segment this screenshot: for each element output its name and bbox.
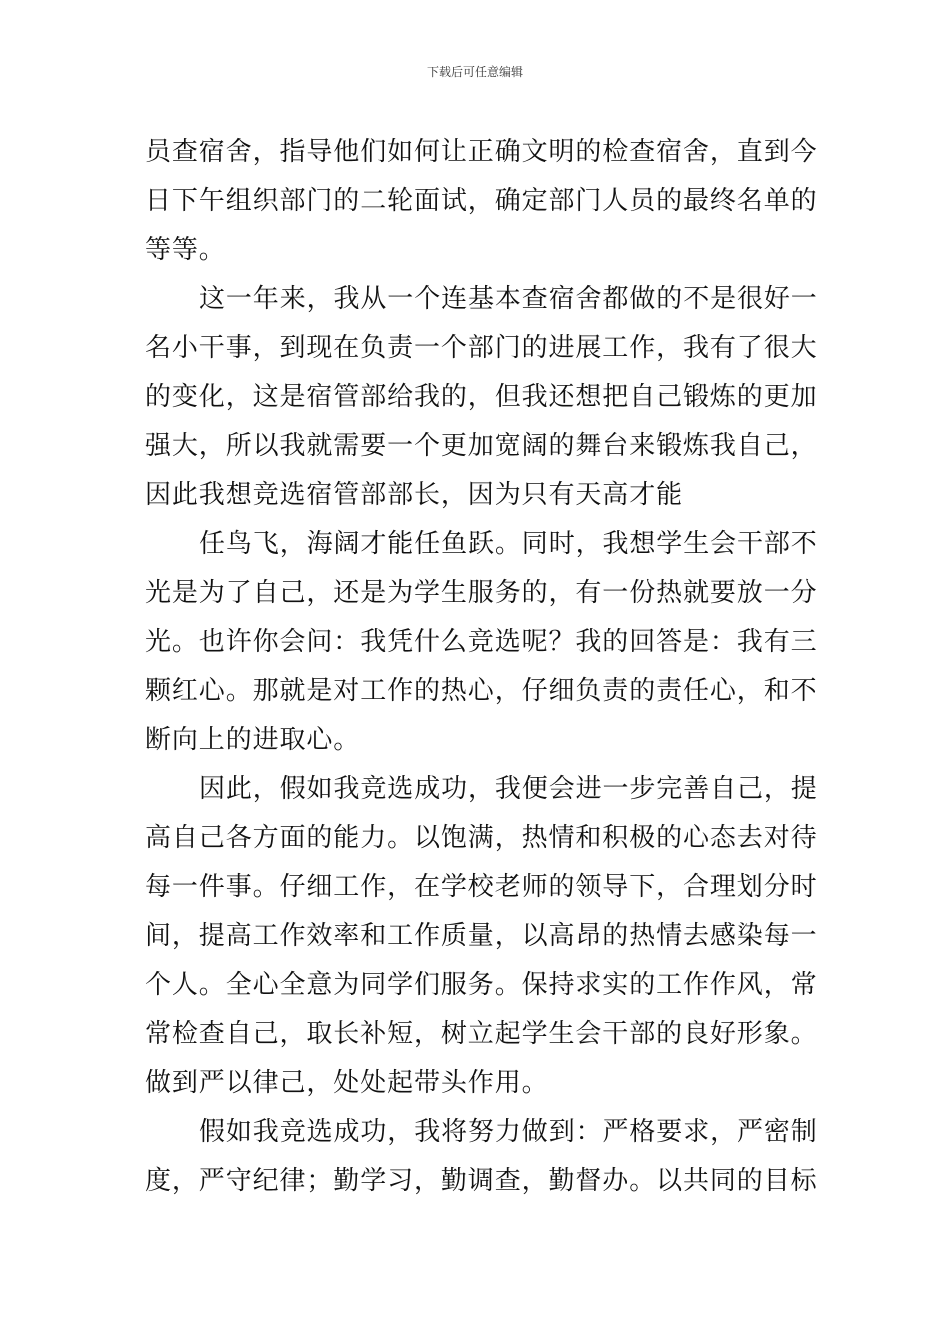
- text-line: 名小干事，到现在负责一个部门的进展工作，我有了很大: [145, 333, 818, 363]
- text-line: 做到严以律己，处处起带头作用。: [145, 1068, 549, 1098]
- paragraph-start-line: 假如我竞选成功，我将努力做到：严格要求，严密制: [199, 1117, 818, 1147]
- text-line: 光。也许你会问：我凭什么竞选呢？我的回答是：我有三: [145, 627, 818, 657]
- text-line: 光是为了自己，还是为学生服务的，有一份热就要放一分: [145, 578, 818, 608]
- text-line: 常检查自己，取长补短，树立起学生会干部的良好形象。: [145, 1019, 818, 1049]
- text-line: 日下午组织部门的二轮面试，确定部门人员的最终名单的: [145, 186, 818, 216]
- text-line: 强大，所以我就需要一个更加宽阔的舞台来锻炼我自己，: [145, 431, 818, 461]
- text-line: 间，提高工作效率和工作质量，以高昂的热情去感染每一: [145, 921, 818, 951]
- text-line: 个人。全心全意为同学们服务。保持求实的工作作风，常: [145, 970, 818, 1000]
- text-line: 每一件事。仔细工作，在学校老师的领导下，合理划分时: [145, 872, 818, 902]
- document-body: [145, 128, 818, 1206]
- text-line: 因此我想竞选宿管部部长，因为只有天高才能: [145, 480, 684, 510]
- page-header: 下载后可任意编辑: [426, 65, 523, 79]
- paragraph-start-line: 因此，假如我竞选成功，我便会进一步完善自己，提: [199, 774, 818, 804]
- text-line: 度，严守纪律；勤学习，勤调查，勤督办。以共同的目标: [145, 1166, 818, 1196]
- text-line: 颗红心。那就是对工作的热心，仔细负责的责任心，和不: [145, 676, 818, 706]
- text-line: 断向上的进取心。: [145, 725, 361, 755]
- text-line: 高自己各方面的能力。以饱满，热情和积极的心态去对待: [145, 823, 818, 853]
- paragraph-start-line: 这一年来，我从一个连基本查宿舍都做的不是很好一: [199, 284, 818, 314]
- paragraph-start-line: 任鸟飞，海阔才能任鱼跃。同时，我想学生会干部不: [199, 529, 818, 559]
- text-line: 等等。: [145, 235, 226, 265]
- text-line: 的变化，这是宿管部给我的，但我还想把自己锻炼的更加: [145, 382, 818, 412]
- text-line: 员查宿舍，指导他们如何让正确文明的检查宿舍，直到今: [145, 137, 818, 167]
